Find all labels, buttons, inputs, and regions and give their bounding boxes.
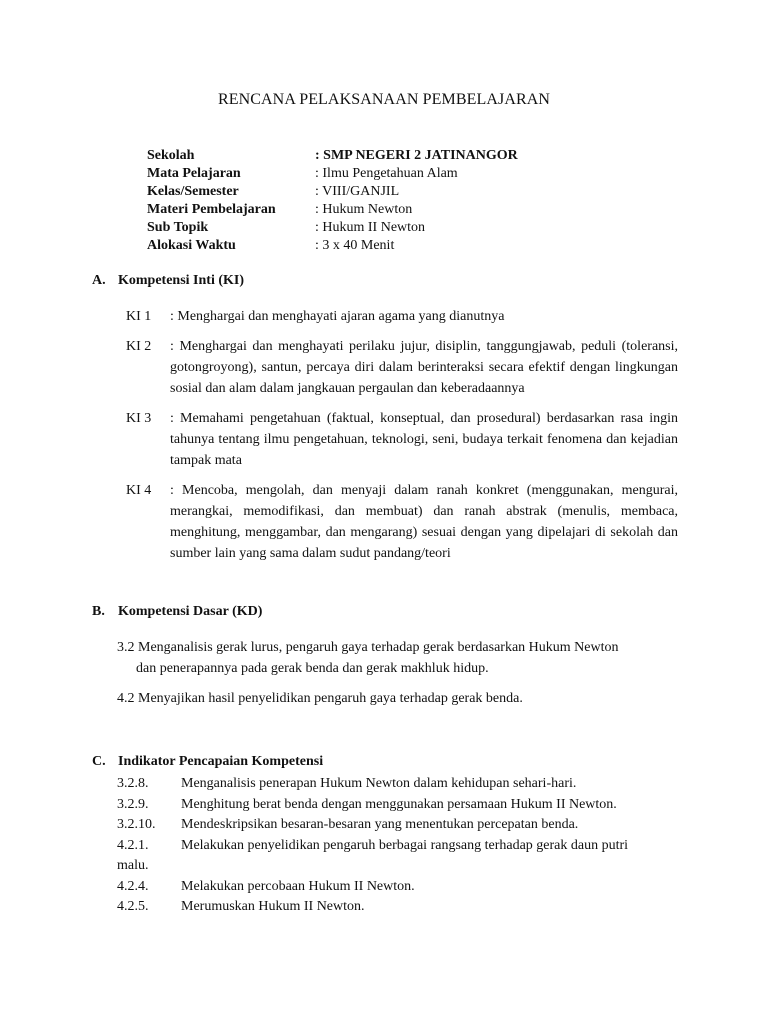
ki-label: KI 4 — [126, 483, 152, 498]
indicator-number: 4.2.4. — [117, 878, 149, 894]
kd-text: 3.2 Menganalisis gerak lurus, pengaruh gaya terhadap gerak berdasarkan Hukum Newton — [117, 640, 619, 655]
kd-list — [117, 637, 678, 679]
identity-label: Sekolah — [147, 148, 195, 163]
kd-text: 4.2 Menyajikan hasil penyelidikan pengaruh gaya terhadap gerak benda. — [117, 691, 523, 706]
indicator-number: 4.2.1. — [117, 837, 149, 853]
section-title: Kompetensi Dasar (KD) — [118, 604, 263, 619]
ki-text: : Mencoba, mengolah, dan menyaji dalam ranah konkret (menggunakan, mengurai, merangkai, memodifikasi, dan membuat) dan ranah abstrak (menulis, membaca, menghitung, menggambar, dan mengarang) sesuai dengan yang dipelajari di sekolah dan sumber lain yang sama dalam sudut pandang/teori — [170, 483, 678, 561]
identity-value: : VIII/GANJIL — [315, 184, 400, 199]
identity-row — [147, 237, 518, 255]
ki-item — [126, 408, 678, 471]
identity-row — [147, 183, 518, 201]
indicator-number: 4.2.5. — [117, 899, 149, 914]
section-title: Kompetensi Inti (KI) — [118, 273, 244, 288]
section-c-heading — [92, 754, 323, 770]
kd-item — [117, 688, 678, 709]
kd-list — [117, 688, 678, 709]
identity-table — [147, 147, 518, 255]
indicator-list — [117, 774, 678, 918]
section-letter: A. — [92, 273, 106, 288]
identity-label: Kelas/Semester — [147, 184, 239, 199]
section-a-heading — [92, 273, 244, 289]
indicator-item — [117, 897, 678, 918]
identity-label: Sub Topik — [147, 220, 209, 235]
ki-label: KI 2 — [126, 339, 152, 354]
ki-item — [126, 336, 678, 399]
indicator-number: 3.2.8. — [117, 776, 149, 791]
indicator-item — [117, 795, 678, 816]
ki-text: : Memahami pengetahuan (faktual, konseptual, dan prosedural) berdasarkan rasa ingin tahunya tentang ilmu pengetahuan, teknologi, seni, budaya terkait fenomena dan kejadian tampak mata — [170, 411, 678, 468]
identity-value: : Hukum II Newton — [315, 220, 426, 235]
identity-label: Alokasi Waktu — [147, 238, 236, 253]
section-letter: C. — [92, 754, 106, 769]
identity-row — [147, 201, 518, 219]
identity-label: Mata Pelajaran — [147, 166, 241, 181]
kd-text-continued: dan penerapannya pada gerak benda dan gerak makhluk hidup. — [136, 661, 489, 676]
indicator-item — [117, 815, 678, 836]
indicator-text: Mendeskripsikan besaran-besaran yang menentukan percepatan benda. — [181, 817, 579, 832]
ki-text: : Menghargai dan menghayati ajaran agama yang dianutnya — [170, 309, 505, 324]
section-letter: B. — [92, 604, 105, 619]
identity-label: Materi Pembelajaran — [147, 202, 276, 217]
indicator-text-continued: malu. — [117, 858, 149, 873]
identity-row — [147, 165, 518, 183]
section-b-heading — [92, 604, 262, 620]
indicator-text: Melakukan penyelidikan pengaruh berbagai rangsang terhadap gerak daun putri — [181, 837, 629, 853]
ki-item — [126, 480, 678, 564]
ki-label: KI 3 — [126, 411, 152, 426]
indicator-number: 3.2.10. — [117, 817, 156, 832]
identity-row — [147, 219, 518, 237]
identity-value: : SMP NEGERI 2 JATINANGOR — [315, 148, 518, 163]
ki-text: : Menghargai dan menghayati perilaku jujur, disiplin, tanggungjawab, peduli (toleransi, gotongroyong), santun, percaya diri dalam berinteraksi secara efektif dengan lingkungan sosial dan alam dalam jangkauan pergaulan dan keberadaannya — [170, 339, 678, 396]
indicator-item — [117, 877, 678, 898]
ki-list — [126, 306, 678, 573]
identity-value: : Hukum Newton — [315, 202, 413, 217]
document-title: RENCANA PELAKSANAAN PEMBELAJARAN — [217, 91, 551, 108]
indicator-item — [117, 836, 678, 877]
indicator-text: Menganalisis penerapan Hukum Newton dalam kehidupan sehari-hari. — [181, 776, 577, 791]
indicator-number: 3.2.9. — [117, 796, 149, 812]
identity-row — [147, 147, 518, 165]
ki-label: KI 1 — [126, 309, 152, 324]
identity-value: : 3 x 40 Menit — [315, 238, 395, 253]
ki-item — [126, 306, 678, 327]
indicator-text: Melakukan percobaan Hukum II Newton. — [181, 878, 415, 894]
identity-value: : Ilmu Pengetahuan Alam — [315, 166, 458, 181]
section-title: Indikator Pencapaian Kompetensi — [118, 754, 324, 769]
indicator-item — [117, 774, 678, 795]
indicator-text: Merumuskan Hukum II Newton. — [181, 899, 365, 914]
kd-item — [117, 637, 678, 679]
indicator-text: Menghitung berat benda dengan menggunakan persamaan Hukum II Newton. — [181, 796, 617, 812]
